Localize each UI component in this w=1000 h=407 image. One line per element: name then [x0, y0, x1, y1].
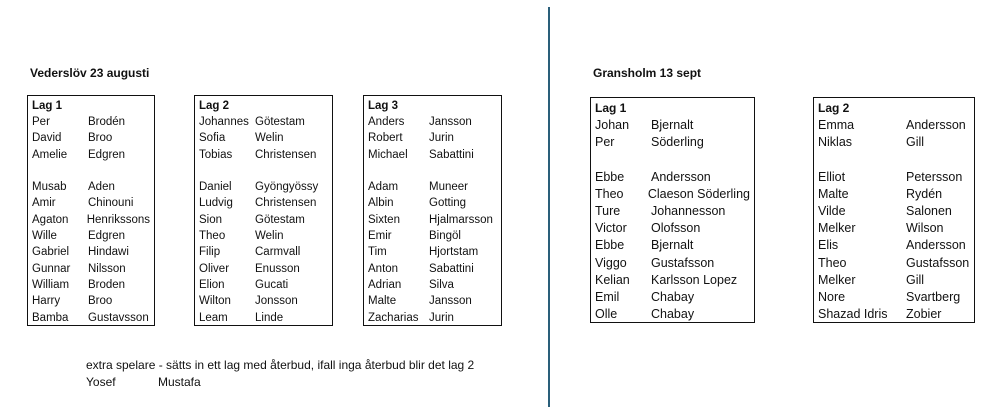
player-first-name: Amir — [32, 197, 56, 210]
player-last-name: Aden — [88, 181, 115, 194]
player-last-name: Edgren — [88, 230, 126, 243]
player-row — [368, 114, 497, 130]
spacer-row — [368, 163, 497, 179]
player-first-name: Albin — [368, 197, 394, 210]
player-row — [595, 134, 750, 151]
player-row — [199, 147, 328, 163]
player-row — [818, 134, 970, 151]
player-last-name: Gustafsson — [651, 255, 715, 270]
player-last-name: Hjalmarsson — [429, 213, 493, 226]
left-team-3 — [363, 95, 502, 326]
player-first-name: Olle — [595, 307, 618, 322]
player-first-name: Tim — [368, 246, 387, 259]
team-title: Lag 1 — [595, 101, 627, 115]
player-first-name: Sofia — [199, 132, 226, 145]
player-last-name: Bjernalt — [651, 118, 694, 132]
player-row — [595, 169, 750, 186]
player-first-name: Zacharias — [368, 311, 419, 324]
player-first-name: Emma — [818, 118, 855, 132]
player-row — [32, 195, 150, 211]
player-first-name: Nore — [818, 289, 846, 304]
spacer-row — [595, 151, 750, 168]
player-row — [818, 169, 970, 186]
player-row — [32, 228, 150, 244]
player-last-name: Zobier — [906, 307, 942, 322]
player-last-name: Welin — [255, 132, 284, 145]
spacer-row — [32, 163, 150, 179]
player-last-name: Gotting — [429, 197, 467, 210]
player-row — [818, 272, 970, 289]
player-first-name: Gabriel — [32, 246, 70, 259]
player-row — [32, 147, 150, 163]
player-last-name: Andersson — [906, 118, 966, 132]
player-row — [32, 130, 150, 146]
player-first-name: Michael — [368, 148, 408, 161]
player-last-name: Gill — [906, 272, 925, 287]
player-first-name: Adrian — [368, 278, 402, 291]
player-last-name: Jansson — [429, 295, 472, 308]
player-last-name: Broo — [88, 295, 113, 308]
player-first-name: Elion — [199, 278, 225, 291]
player-last-name: Wilson — [906, 221, 944, 236]
player-first-name: Melker — [818, 272, 856, 287]
player-last-name: Rydén — [906, 186, 943, 201]
player-last-name: Chabay — [651, 289, 695, 304]
player-row — [595, 272, 750, 289]
left-team-1 — [27, 95, 155, 326]
player-last-name: Chabay — [651, 307, 695, 322]
player-last-name: Linde — [255, 311, 284, 324]
player-row — [32, 179, 150, 195]
player-row — [595, 237, 750, 254]
player-row — [595, 306, 750, 323]
player-row — [32, 261, 150, 277]
player-row — [199, 195, 328, 211]
player-row — [595, 289, 750, 306]
player-row — [818, 203, 970, 220]
player-last-name: Sabattini — [429, 148, 474, 161]
player-row — [818, 306, 970, 323]
player-last-name: Gyöngyössy — [255, 181, 319, 194]
player-last-name: Henrikssons — [86, 213, 150, 226]
player-last-name: Johannesson — [651, 203, 726, 218]
player-row — [32, 293, 150, 309]
player-row — [595, 255, 750, 272]
player-last-name: Welin — [255, 230, 284, 243]
team-title: Lag 2 — [818, 101, 850, 115]
extra-player-last-name: Mustafa — [158, 375, 201, 389]
player-first-name: Musab — [32, 181, 67, 194]
player-last-name: Chinouni — [88, 197, 134, 210]
player-row — [368, 130, 497, 146]
player-last-name: Jansson — [429, 116, 472, 128]
player-last-name: Jonsson — [255, 295, 298, 308]
player-first-name: Agaton — [32, 213, 69, 226]
player-last-name: Gustavsson — [88, 311, 149, 324]
player-row — [199, 228, 328, 244]
player-row — [199, 114, 328, 130]
player-first-name: Elliot — [818, 169, 846, 184]
player-first-name: Sion — [199, 213, 223, 226]
player-last-name: Götestam — [255, 213, 305, 226]
player-first-name: William — [32, 278, 70, 291]
player-first-name: Theo — [818, 255, 847, 270]
player-first-name: Emil — [595, 289, 620, 304]
player-row — [199, 293, 328, 309]
player-row — [595, 203, 750, 220]
player-last-name: Olofsson — [651, 221, 701, 236]
player-row — [368, 147, 497, 163]
player-first-name: Shazad Idris — [818, 307, 888, 322]
player-last-name: Gucati — [255, 278, 289, 291]
player-last-name: Broden — [88, 278, 126, 291]
player-last-name: Karlsson Lopez — [651, 272, 738, 287]
player-first-name: Filip — [199, 246, 221, 259]
player-first-name: Ebbe — [595, 238, 625, 253]
player-row — [199, 130, 328, 146]
player-row — [32, 212, 150, 228]
player-last-name: Brodén — [88, 116, 126, 128]
player-first-name: Daniel — [199, 181, 232, 194]
player-row — [199, 179, 328, 195]
player-first-name: Malte — [368, 295, 397, 308]
player-last-name: Bjernalt — [651, 238, 694, 253]
vertical-divider — [548, 7, 550, 407]
player-last-name: Sabattini — [429, 262, 474, 275]
player-last-name: Bingöl — [429, 230, 461, 243]
player-row — [368, 179, 497, 195]
player-last-name: Götestam — [255, 116, 305, 128]
spacer-row — [818, 151, 970, 168]
player-last-name: Claeson Söderling — [647, 186, 750, 201]
player-first-name: Leam — [199, 311, 228, 324]
player-first-name: Ludvig — [199, 197, 233, 210]
player-last-name: Edgren — [88, 148, 126, 161]
player-first-name: Emir — [368, 230, 392, 243]
player-last-name: Muneer — [429, 181, 468, 194]
player-last-name: Nilsson — [88, 262, 126, 275]
spacer-row — [199, 163, 328, 179]
player-first-name: Per — [32, 116, 50, 128]
right-team-1 — [590, 97, 755, 323]
player-first-name: Ebbe — [595, 169, 625, 184]
player-row — [818, 186, 970, 203]
player-first-name: Oliver — [199, 262, 230, 275]
player-first-name: Melker — [818, 221, 856, 236]
player-row — [368, 212, 497, 228]
player-last-name: Andersson — [651, 169, 711, 184]
player-last-name: Gill — [906, 135, 925, 150]
player-row — [818, 255, 970, 272]
player-row — [32, 244, 150, 260]
player-first-name: Gunnar — [32, 262, 71, 275]
player-last-name: Hindawi — [88, 246, 129, 259]
player-first-name: Harry — [32, 295, 61, 308]
player-last-name: Carmvall — [255, 246, 301, 259]
player-row — [368, 310, 497, 326]
player-row — [595, 186, 750, 203]
team-title: Lag 2 — [199, 100, 230, 112]
player-first-name: Per — [595, 135, 615, 150]
right-team-2 — [813, 97, 975, 323]
player-first-name: Wilton — [199, 295, 231, 308]
player-row — [32, 277, 150, 293]
player-row — [368, 261, 497, 277]
player-last-name: Jurin — [429, 311, 454, 324]
player-first-name: Johannes — [199, 116, 249, 128]
player-row — [199, 212, 328, 228]
player-last-name: Petersson — [906, 169, 963, 184]
left-heading: Vederslöv 23 augusti — [30, 66, 150, 80]
player-row — [818, 117, 970, 134]
player-first-name: Elis — [818, 238, 839, 253]
player-row — [199, 277, 328, 293]
player-first-name: Robert — [368, 132, 403, 145]
team-title: Lag 1 — [32, 100, 63, 112]
player-first-name: Theo — [199, 230, 226, 243]
player-last-name: Christensen — [255, 148, 317, 161]
player-row — [368, 228, 497, 244]
player-row — [818, 220, 970, 237]
player-first-name: Anders — [368, 116, 405, 128]
player-first-name: Wille — [32, 230, 57, 243]
player-last-name: Andersson — [906, 238, 966, 253]
player-first-name: Ture — [595, 203, 621, 218]
player-last-name: Christensen — [255, 197, 317, 210]
player-first-name: Johan — [595, 118, 630, 132]
extra-player-row — [86, 375, 201, 389]
player-first-name: Malte — [818, 186, 849, 201]
player-first-name: Victor — [595, 221, 627, 236]
player-last-name: Hjortstam — [429, 246, 479, 259]
extra-player-first-name: Yosef — [86, 375, 116, 389]
player-first-name: Viggo — [595, 255, 627, 270]
player-row — [199, 310, 328, 326]
player-row — [368, 277, 497, 293]
player-last-name: Jurin — [429, 132, 454, 145]
player-last-name: Broo — [88, 132, 113, 145]
player-row — [368, 293, 497, 309]
player-row — [368, 244, 497, 260]
player-row — [595, 117, 750, 134]
player-first-name: Theo — [595, 186, 624, 201]
player-first-name: Niklas — [818, 135, 853, 150]
player-first-name: Adam — [368, 181, 399, 194]
player-first-name: David — [32, 132, 62, 145]
player-last-name: Salonen — [906, 203, 952, 218]
left-team-2 — [194, 95, 333, 326]
player-row — [199, 261, 328, 277]
player-first-name: Sixten — [368, 213, 400, 226]
player-row — [818, 289, 970, 306]
player-last-name: Silva — [429, 278, 454, 291]
team-title: Lag 3 — [368, 100, 399, 112]
player-row — [32, 310, 150, 326]
player-first-name: Anton — [368, 262, 399, 275]
player-row — [368, 195, 497, 211]
player-row — [818, 237, 970, 254]
player-first-name: Vilde — [818, 203, 846, 218]
player-row — [595, 220, 750, 237]
extra-player-note: extra spelare - sätts in ett lag med återbud, ifall inga återbud blir det lag 2 — [86, 358, 475, 372]
player-first-name: Tobias — [199, 148, 233, 161]
player-first-name: Bamba — [32, 311, 69, 324]
player-row — [199, 244, 328, 260]
player-last-name: Söderling — [651, 135, 704, 150]
player-last-name: Enusson — [255, 262, 300, 275]
player-first-name: Kelian — [595, 272, 630, 287]
right-heading: Gransholm 13 sept — [593, 66, 702, 80]
player-row — [32, 114, 150, 130]
player-last-name: Gustafsson — [906, 255, 970, 270]
player-first-name: Amelie — [32, 148, 68, 161]
player-last-name: Svartberg — [906, 289, 961, 304]
